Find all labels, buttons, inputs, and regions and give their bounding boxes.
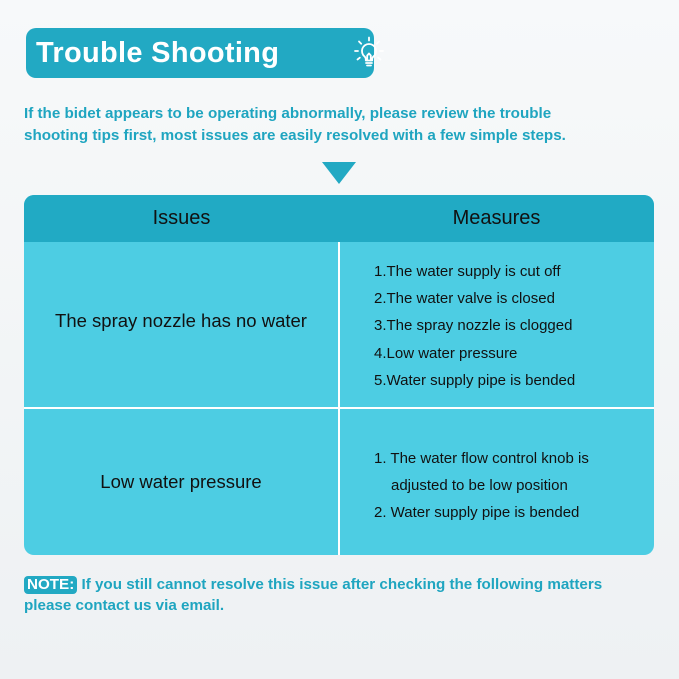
page-title: Trouble Shooting xyxy=(36,36,280,69)
lightbulb-icon xyxy=(351,35,387,71)
header-measures: Measures xyxy=(452,207,541,229)
column-divider xyxy=(338,242,340,555)
measure-item: 5.Water supply pipe is bended xyxy=(374,371,576,389)
note-badge: NOTE: xyxy=(24,576,77,594)
measure-item: 2. Water supply pipe is bended xyxy=(374,504,580,521)
intro-line-2: shooting tips first, most issues are easily resolved with a few simple steps. xyxy=(24,127,566,144)
measure-item: 4.Low water pressure xyxy=(374,344,518,362)
header-issues: Issues xyxy=(152,207,211,229)
measure-item: 2.The water valve is closed xyxy=(374,290,555,308)
note-section xyxy=(24,574,674,616)
title-banner xyxy=(26,28,374,78)
note-line-1 xyxy=(24,574,674,595)
note-line-2: please contact us via email. xyxy=(24,597,225,614)
table-header xyxy=(24,195,654,242)
measure-item: 1. The water flow control knob is xyxy=(374,450,589,467)
measure-item: 1.The water supply is cut off xyxy=(374,263,561,280)
down-arrow-icon xyxy=(322,162,356,184)
intro-line-1: If the bidet appears to be operating abnormally, please review the trouble xyxy=(24,105,552,122)
note-text-1: If you still cannot resolve this issue after checking the following matters xyxy=(81,576,603,593)
troubleshooting-table xyxy=(24,195,654,555)
measure-item-continuation: adjusted to be low position xyxy=(391,477,568,494)
measures-list-2 xyxy=(374,445,589,526)
measure-item: 3.The spray nozzle is clogged xyxy=(374,317,573,335)
intro-text xyxy=(24,103,664,147)
issue-cell-2: Low water pressure xyxy=(100,471,262,492)
measures-list-1 xyxy=(374,261,575,397)
issue-cell-1: The spray nozzle has no water xyxy=(55,310,307,331)
row-divider xyxy=(24,407,654,409)
